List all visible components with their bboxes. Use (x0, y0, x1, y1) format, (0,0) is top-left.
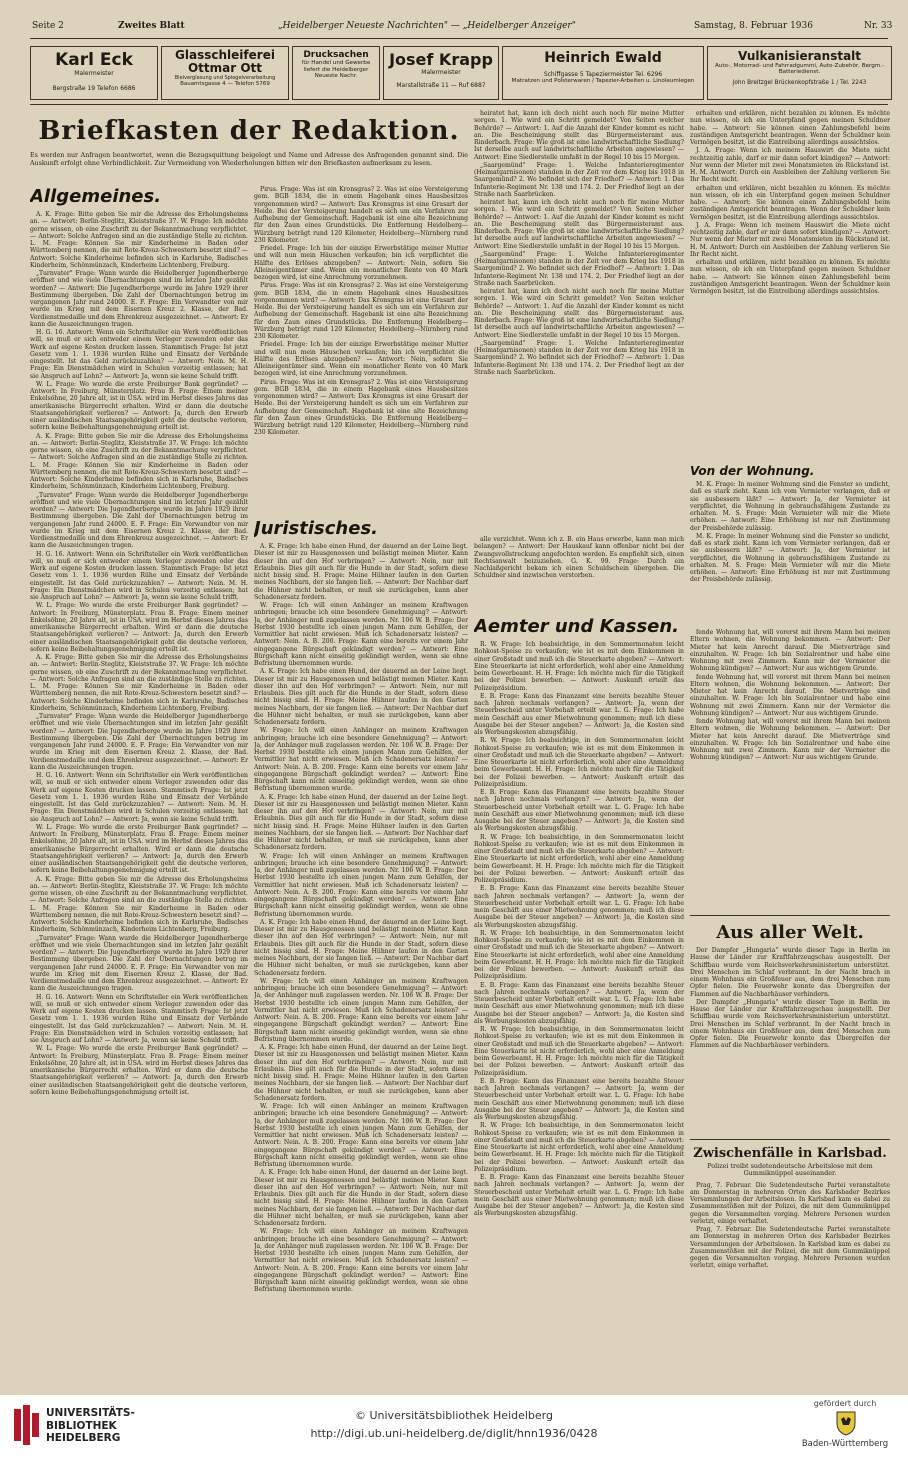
ads-rule (30, 104, 888, 105)
ad-drucksachen: Drucksachen für Handel und Gewerbe liefert die Heidelberger Neueste Nachr. (292, 46, 380, 100)
sheet-label: Zweites Blatt (118, 21, 185, 31)
state-emblem-icon (835, 1410, 857, 1436)
column-3-text-mid: alle verzichtet. Wenn ich z. B. ein Haus erwerbe, kann man mich belangen? — Antwort: Der Hauskauf kann offenbar nicht bei der Zwangsvollstreckung angefochten werden. Es empfiehlt sich, einen Rechtsanwalt beizuziehen. G. K. 99. Frage: Durch ein Nachlaßgericht bekam ich einen Schuldschein übergeben. Die Schuldner sind inzwischen verstorben. (474, 536, 684, 580)
column-2-text-bottom: A. K. Frage: Ich habe einen Hund, der dauernd an der Leine liegt. Dieser ist mir zu Hausgenossen und belästigt meinen Mieter. Kann dieser ihn auf den Hof verbringen? — Antwort: Nein, nur mit Erlaubnis. Dies gilt auch für die Hunde in der Stadt, sofern diese nicht bissig sind. H. Frage: Meine Hühner laufen in den Garten meines Nachbarn, der sie fangen ließ. — Antwort: Der Nachbar darf die Hühner nicht behalten, er muß sie zurückgeben, kann aber Schadenersatz fordern. W. Frage: Ich will einen Anhänger an meinem Kraftwagen anbringen; brauche ich eine besondere Genehmigung? — Antwort: Ja, der Anhänger muß zugelassen werden. Nr. 106 W. B. Frage: Der Herbst 1930 bestellte ich einen jungen Mann zum Gehilfen, der Vermittler hat nicht erwiesen. Muß ich Schadenersatz leisten? — Antwort: Nein. A. B. 200. Frage: Kann eine bereits vor einem Jahr eingegangene Bürgschaft gekündigt werden? — Antwort: Eine Bürgschaft kann nicht einseitig gekündigt werden, wenn sie ohne Befristung übernommen wurde. A. K. Frage: Ich habe einen Hund, der dauernd an der Leine liegt. Dieser ist mir zu Hausgenossen und belästigt meinen Mieter. Kann dieser ihn auf den Hof verbringen? — Antwort: Nein, nur mit Erlaubnis. Dies gilt auch für die Hunde in der Stadt, sofern diese nicht bissig sind. H. Frage: Meine Hühner laufen in den Garten meines Nachbarn, der sie fangen ließ. — Antwort: Der Nachbar darf die Hühner nicht behalten, er muß sie zurückgeben, kann aber Schadenersatz fordern. W. Frage: Ich will einen Anhänger an meinem Kraftwagen anbringen; brauche ich eine besondere Genehmigung? — Antwort: Ja, der Anhänger muß zugelassen werden. Nr. 106 W. B. Frage: Der Herbst 1930 bestellte ich einen jungen Mann zum Gehilfen, der Vermittler hat nicht erwiesen. Muß ich Schadenersatz leisten? — Antwort: Nein. A. B. 200. Frage: Kann eine bereits vor einem Jahr eingegangene Bürgschaft gekündigt werden? — Antwort: Eine Bürgschaft kann nicht einseitig gekündigt werden, wenn sie ohne Befristung übernommen wurde. A. K. Frage: Ich habe einen Hund, der dauernd an der Leine liegt. Dieser ist mir zu Hausgenossen und belästigt meinen Mieter. Kann dieser ihn auf den Hof verbringen? — Antwort: Nein, nur mit Erlaubnis. Dies gilt auch für die Hunde in der Stadt, sofern diese nicht bissig sind. H. Frage: Meine Hühner laufen in den Garten meines Nachbarn, der sie fangen ließ. — Antwort: Der Nachbar darf die Hühner nicht behalten, er muß sie zurückgeben, kann aber Schadenersatz fordern. W. Frage: Ich will einen Anhänger an meinem Kraftwagen anbringen; brauche ich eine besondere Genehmigung? — Antwort: Ja, der Anhänger muß zugelassen werden. Nr. 106 W. B. Frage: Der Herbst 1930 bestellte ich einen jungen Mann zum Gehilfen, der Vermittler hat nicht erwiesen. Muß ich Schadenersatz leisten? — Antwort: Nein. A. B. 200. Frage: Kann eine bereits vor einem Jahr eingegangene Bürgschaft gekündigt werden? — Antwort: Eine Bürgschaft kann nicht einseitig gekündigt werden, wenn sie ohne Befristung übernommen wurde. A. K. Frage: Ich habe einen Hund, der dauernd an der Leine liegt. Dieser ist mir zu Hausgenossen und belästigt meinen Mieter. Kann dieser ihn auf den Hof verbringen? — Antwort: Nein, nur mit Erlaubnis. Dies gilt auch für die Hunde in der Stadt, sofern diese nicht bissig sind. H. Frage: Meine Hühner laufen in den Garten meines Nachbarn, der sie fangen ließ. — Antwort: Der Nachbar darf die Hühner nicht behalten, er muß sie zurückgeben, kann aber Schadenersatz fordern. W. Frage: Ich will einen Anhänger an meinem Kraftwagen anbringen; brauche ich eine besondere Genehmigung? — Antwort: Ja, der Anhänger muß zugelassen werden. Nr. 106 W. B. Frage: Der Herbst 1930 bestellte ich einen jungen Mann zum Gehilfen, der Vermittler hat nicht erwiesen. Muß ich Schadenersatz leisten? — Antwort: Nein. A. B. 200. Frage: Kann eine bereits vor einem Jahr eingegangene Bürgschaft gekündigt werden? — Antwort: Eine Bürgschaft kann nicht einseitig gekündigt werden, wenn sie ohne Befristung übernommen wurde. A. K. Frage: Ich habe einen Hund, der dauernd an der Leine liegt. Dieser ist mir zu Hausgenossen und belästigt meinen Mieter. Kann dieser ihn auf den Hof verbringen? — Antwort: Nein, nur mit Erlaubnis. Dies gilt auch für die Hunde in der Stadt, sofern diese nicht bissig sind. H. Frage: Meine Hühner laufen in den Garten meines Nachbarn, der sie fangen ließ. — Antwort: Der Nachbar darf die Hühner nicht behalten, er muß sie zurückgeben, kann aber Schadenersatz fordern. W. Frage: Ich will einen Anhänger an meinem Kraftwagen anbringen; brauche ich eine besondere Genehmigung? — Antwort: Ja, der Anhänger muß zugelassen werden. Nr. 106 W. B. Frage: Der Herbst 1930 bestellte ich einen jungen Mann zum Gehilfen, der Vermittler hat nicht erwiesen. Muß ich Schadenersatz leisten? — Antwort: Nein. A. B. 200. Frage: Kann eine bereits vor einem Jahr eingegangene Bürgschaft gekündigt werden? — Antwort: Eine Bürgschaft kann nicht einseitig gekündigt werden, wenn sie ohne Befristung übernommen wurde. A. K. Frage: Ich habe einen Hund, der dauernd an der Leine liegt. Dieser ist mir zu Hausgenossen und belästigt meinen Mieter. Kann dieser ihn auf den Hof verbringen? — Antwort: Nein, nur mit Erlaubnis. Dies gilt auch für die Hunde in der Stadt, sofern diese nicht bissig sind. H. Frage: Meine Hühner laufen in den Garten meines Nachbarn, der sie fangen ließ. — Antwort: Der Nachbar darf die Hühner nicht behalten, er muß sie zurückgeben, kann aber Schadenersatz fordern. W. Frage: Ich will einen Anhänger an meinem Kraftwagen anbringen; brauche ich eine besondere Genehmigung? — Antwort: Ja, der Anhänger muß zugelassen werden. Nr. 106 W. B. Frage: Der Herbst 1930 bestellte ich einen jungen Mann zum Gehilfen, der Vermittler hat nicht erwiesen. Muß ich Schadenersatz leisten? — Antwort: Nein. A. B. 200. Frage: Kann eine bereits vor einem Jahr eingegangene Bürgschaft gekündigt werden? — Antwort: Eine Bürgschaft kann nicht einseitig gekündigt werden, wenn sie ohne Befristung übernommen wurde. (254, 543, 468, 1294)
section-karlsbad: Zwischenfälle in Karlsbad. (693, 1146, 887, 1161)
column-1-text: A. K. Frage: Bitte geben Sie mir die Adresse des Erholungsheims an. — Antwort: Berlin-Steglitz, Kleiststraße 37. W. Frage: Ich möchte gerne wissen, ob eine Zuschrift zu der Bekanntmachung verpflichtet. — Antwort: Solche Anfragen sind an die zuständige Stelle zu richten. L. M. Frage: Können Sie mir Kinderheime in Baden oder Württemberg nennen, die mit Rote-Kreuz-Schwestern besetzt sind? — Antwort: Solche Kinderheime befinden sich in Karlsruhe, Badisches Kinderheim, Schönmünzach, Kinderheim Lichtenberg, Freiburg. „Turnvater" Frage: Wann wurde die Heidelberger Jugendherberge eröffnet und wie viele Übernachtungen sind im letzten Jahr gezählt worden? — Antwort: Die Jugendherberge wurde im Jahre 1929 ihrer Bestimmung übergeben. Die Zahl der Übernachtungen betrug im vergangenen Jahr rund 24000. E. F. Frage: Ein Verwandter von mir wurde im Krieg mit dem Eisernen Kreuz 2. Klasse, der Bad. Verdienstmedaille und dem Ehrenkreuz ausgezeichnet. — Antwort: Er kann die Auszeichnungen tragen. H. G. 16. Antwort: Wenn ein Schriftsteller ein Werk veröffentlichen will, so muß er sich entweder einem Verleger zuwenden oder das Werk auf eigene Kosten drucken lassen. Stammtisch Frage: Ist jetzt Gesetz vom 1. 1. 1936 wurden Rühe und Einsatz der Verbände eingestellt. Ist das Geld zurückzuzahlen? — Antwort: Nein. M. H. Frage: Ein Dienstmädchen wird in Schulen vorzeitig entlassen; hat sie Anspruch auf Lohn? — Antwort: Ja, wenn sie keine Schuld trifft. W. L. Frage: Wo wurde die erste Freiburger Bank gegründet? — Antwort: In Freiburg, Münsterplatz. Frau B. Frage: Einem meiner Enkelsöhne, 20 Jahre alt, ist in USA. wird im Herbst dieses Jahres das amerikanische Bürgerrecht erhalten. Wird er dann die deutsche Staatsangehörigkeit verlieren? — Antwort: Ja, durch den Erwerb einer ausländischen Staatsangehörigkeit geht die deutsche verloren, sofern keine Beibehaltungsgenehmigung erteilt ist. A. K. Frage: Bitte geben Sie mir die Adresse des Erholungsheims an. — Antwort: Berlin-Steglitz, Kleiststraße 37. W. Frage: Ich möchte gerne wissen, ob eine Zuschrift zu der Bekanntmachung verpflichtet. — Antwort: Solche Anfragen sind an die zuständige Stelle zu richten. L. M. Frage: Können Sie mir Kinderheime in Baden oder Württemberg nennen, die mit Rote-Kreuz-Schwestern besetzt sind? — Antwort: Solche Kinderheime befinden sich in Karlsruhe, Badisches Kinderheim, Schönmünzach, Kinderheim Lichtenberg, Freiburg. „Turnvater" Frage: Wann wurde die Heidelberger Jugendherberge eröffnet und wie viele Übernachtungen sind im letzten Jahr gezählt worden? — Antwort: Die Jugendherberge wurde im Jahre 1929 ihrer Bestimmung übergeben. Die Zahl der Übernachtungen betrug im vergangenen Jahr rund 24000. E. F. Frage: Ein Verwandter von mir wurde im Krieg mit dem Eisernen Kreuz 2. Klasse, der Bad. Verdienstmedaille und dem Ehrenkreuz ausgezeichnet. — Antwort: Er kann die Auszeichnungen tragen. H. G. 16. Antwort: Wenn ein Schriftsteller ein Werk veröffentlichen will, so muß er sich entweder einem Verleger zuwenden oder das Werk auf eigene Kosten drucken lassen. Stammtisch Frage: Ist jetzt Gesetz vom 1. 1. 1936 wurden Rühe und Einsatz der Verbände eingestellt. Ist das Geld zurückzuzahlen? — Antwort: Nein. M. H. Frage: Ein Dienstmädchen wird in Schulen vorzeitig entlassen; hat sie Anspruch auf Lohn? — Antwort: Ja, wenn sie keine Schuld trifft. W. L. Frage: Wo wurde die erste Freiburger Bank gegründet? — Antwort: In Freiburg, Münsterplatz. Frau B. Frage: Einem meiner Enkelsöhne, 20 Jahre alt, ist in USA. wird im Herbst dieses Jahres das amerikanische Bürgerrecht erhalten. Wird er dann die deutsche Staatsangehörigkeit verlieren? — Antwort: Ja, durch den Erwerb einer ausländischen Staatsangehörigkeit geht die deutsche verloren, sofern keine Beibehaltungsgenehmigung erteilt ist. A. K. Frage: Bitte geben Sie mir die Adresse des Erholungsheims an. — Antwort: Berlin-Steglitz, Kleiststraße 37. W. Frage: Ich möchte gerne wissen, ob eine Zuschrift zu der Bekanntmachung verpflichtet. — Antwort: Solche Anfragen sind an die zuständige Stelle zu richten. L. M. Frage: Können Sie mir Kinderheime in Baden oder Württemberg nennen, die mit Rote-Kreuz-Schwestern besetzt sind? — Antwort: Solche Kinderheime befinden sich in Karlsruhe, Badisches Kinderheim, Schönmünzach, Kinderheim Lichtenberg, Freiburg. „Turnvater" Frage: Wann wurde die Heidelberger Jugendherberge eröffnet und wie viele Übernachtungen sind im letzten Jahr gezählt worden? — Antwort: Die Jugendherberge wurde im Jahre 1929 ihrer Bestimmung übergeben. Die Zahl der Übernachtungen betrug im vergangenen Jahr rund 24000. E. F. Frage: Ein Verwandter von mir wurde im Krieg mit dem Eisernen Kreuz 2. Klasse, der Bad. Verdienstmedaille und dem Ehrenkreuz ausgezeichnet. — Antwort: Er kann die Auszeichnungen tragen. H. G. 16. Antwort: Wenn ein Schriftsteller ein Werk veröffentlichen will, so muß er sich entweder einem Verleger zuwenden oder das Werk auf eigene Kosten drucken lassen. Stammtisch Frage: Ist jetzt Gesetz vom 1. 1. 1936 wurden Rühe und Einsatz der Verbände eingestellt. Ist das Geld zurückzuzahlen? — Antwort: Nein. M. H. Frage: Ein Dienstmädchen wird in Schulen vorzeitig entlassen; hat sie Anspruch auf Lohn? — Antwort: Ja, wenn sie keine Schuld trifft. W. L. Frage: Wo wurde die erste Freiburger Bank gegründet? — Antwort: In Freiburg, Münsterplatz. Frau B. Frage: Einem meiner Enkelsöhne, 20 Jahre alt, ist in USA. wird im Herbst dieses Jahres das amerikanische Bürgerrecht erhalten. Wird er dann die deutsche Staatsangehörigkeit verlieren? — Antwort: Ja, durch den Erwerb einer ausländischen Staatsangehörigkeit geht die deutsche verloren, sofern keine Beibehaltungsgenehmigung erteilt ist. A. K. Frage: Bitte geben Sie mir die Adresse des Erholungsheims an. — Antwort: Berlin-Steglitz, Kleiststraße 37. W. Frage: Ich möchte gerne wissen, ob eine Zuschrift zu der Bekanntmachung verpflichtet. — Antwort: Solche Anfragen sind an die zuständige Stelle zu richten. L. M. Frage: Können Sie mir Kinderheime in Baden oder Württemberg nennen, die mit Rote-Kreuz-Schwestern besetzt sind? — Antwort: Solche Kinderheime befinden sich in Karlsruhe, Badisches Kinderheim, Schönmünzach, Kinderheim Lichtenberg, Freiburg. „Turnvater" Frage: Wann wurde die Heidelberger Jugendherberge eröffnet und wie viele Übernachtungen sind im letzten Jahr gezählt worden? — Antwort: Die Jugendherberge wurde im Jahre 1929 ihrer Bestimmung übergeben. Die Zahl der Übernachtungen betrug im vergangenen Jahr rund 24000. E. F. Frage: Ein Verwandter von mir wurde im Krieg mit dem Eisernen Kreuz 2. Klasse, der Bad. Verdienstmedaille und dem Ehrenkreuz ausgezeichnet. — Antwort: Er kann die Auszeichnungen tragen. H. G. 16. Antwort: Wenn ein Schriftsteller ein Werk veröffentlichen will, so muß er sich entweder einem Verleger zuwenden oder das Werk auf eigene Kosten drucken lassen. Stammtisch Frage: Ist jetzt Gesetz vom 1. 1. 1936 wurden Rühe und Einsatz der Verbände eingestellt. Ist das Geld zurückzuzahlen? — Antwort: Nein. M. H. Frage: Ein Dienstmädchen wird in Schulen vorzeitig entlassen; hat sie Anspruch auf Lohn? — Antwort: Ja, wenn sie keine Schuld trifft. W. L. Frage: Wo wurde die erste Freiburger Bank gegründet? — Antwort: In Freiburg, Münsterplatz. Frau B. Frage: Einem meiner Enkelsöhne, 20 Jahre alt, ist in USA. wird im Herbst dieses Jahres das amerikanische Bürgerrecht erhalten. Wird er dann die deutsche Staatsangehörigkeit verlieren? — Antwort: Ja, durch den Erwerb einer ausländischen Staatsangehörigkeit geht die deutsche verloren, sofern keine Beibehaltungsgenehmigung erteilt ist. (30, 211, 248, 1096)
advertisement-strip (30, 46, 892, 102)
ad-josef-krapp: Josef Krapp Malermeister Marstallstraße 11 — Ruf 6887 (383, 46, 499, 100)
ad-vulkanisieranstalt: Vulkanisieranstalt Auto-, Motorrad- und Fahrradgummi, Auto-Zubehör, Bergm.-Batteriedienst. John Breitzgel Brückenkopfstraße 1 / Tel. 2243 (707, 46, 892, 100)
digitization-footer (0, 1395, 908, 1459)
section-legal: Juristisches. (254, 518, 379, 539)
section-offices: Aemter und Kassen. (474, 616, 680, 637)
funded-by: gefördert durch (813, 1399, 877, 1408)
ad-ottmar-ott: Glasschleiferei Ottmar Ott Bleiverglasung und Spiegelverarbeitung Bauamtsgasse 4 — Telefon 5769 (161, 46, 289, 100)
section-housing: Von der Wohnung. (690, 464, 815, 478)
section-world: Aus aller Welt. (716, 922, 864, 943)
ad-heinrich-ewald: Heinrich Ewald Schiffgasse 5 Tapeziermeister Tel. 6296 Matratzen und Polsterwaren / Tapezier-Arbeiten u. Linoleumlegen (502, 46, 704, 100)
section-general: Allgemeines. (30, 186, 162, 207)
header-rule (30, 38, 888, 39)
column-4-text-world: Der Dampfer „Hungaria" wurde dieser Tage in Berlin im Hause der Länder zur Kraftfahrzeugschau ausgestellt. Der Schiffbau wurde vom Reichsverkehrsministerium unterstützt. Drei Menschen im Schlaf verbrannt. In der Nacht brach in einem Wohnhaus ein Großfeuer aus, dem drei Menschen zum Opfer fielen. Die Feuerwehr konnte das Übergreifen der Flammen auf die Nachbarhäuser verhindern. Der Dampfer „Hungaria" wurde dieser Tage in Berlin im Hause der Länder zur Kraftfahrzeugschau ausgestellt. Der Schiffbau wurde vom Reichsverkehrsministerium unterstützt. Drei Menschen im Schlaf verbrannt. In der Nacht brach in einem Wohnhaus ein Großfeuer aus, dem drei Menschen zum Opfer fielen. Die Feuerwehr konnte das Übergreifen der Flammen auf die Nachbarhäuser verhindern. (690, 947, 890, 1050)
copyright-text: © Universitätsbibliothek Heidelberg (354, 1409, 553, 1422)
column-3-text-bottom: R. W. Frage: Ich beabsichtige, in den Sommermonaten leicht Rohkost-Speise zu verkaufen; wie ist es mit dem Einkommen in einer Großstadt und muß ich die Steuerkarte abgeben? — Antwort: Eine Steuerkarte ist nicht erforderlich, wohl aber eine Anmeldung beim Gewerbeamt. H. H. Frage: Ich möchte mich für die Tätigkeit bei der Polizei bewerben. — Antwort: Auskunft erteilt das Polizeipräsidium. E. B. Frage: Kann das Finanzamt eine bereits bezahlte Steuer nach Jahren nochmals verlangen? — Antwort: Ja, wenn der Steuerbescheid unter Vorbehalt erteilt war. L. G. Frage: Ich habe mein Geschäft aus einer Mietwohnung genommen; muß ich diese Ausgabe bei der Steuer angeben? — Antwort: Ja, die Kosten sind als Werbungskosten abzugsfähig. R. W. Frage: Ich beabsichtige, in den Sommermonaten leicht Rohkost-Speise zu verkaufen; wie ist es mit dem Einkommen in einer Großstadt und muß ich die Steuerkarte abgeben? — Antwort: Eine Steuerkarte ist nicht erforderlich, wohl aber eine Anmeldung beim Gewerbeamt. H. H. Frage: Ich möchte mich für die Tätigkeit bei der Polizei bewerben. — Antwort: Auskunft erteilt das Polizeipräsidium. E. B. Frage: Kann das Finanzamt eine bereits bezahlte Steuer nach Jahren nochmals verlangen? — Antwort: Ja, wenn der Steuerbescheid unter Vorbehalt erteilt war. L. G. Frage: Ich habe mein Geschäft aus einer Mietwohnung genommen; muß ich diese Ausgabe bei der Steuer angeben? — Antwort: Ja, die Kosten sind als Werbungskosten abzugsfähig. R. W. Frage: Ich beabsichtige, in den Sommermonaten leicht Rohkost-Speise zu verkaufen; wie ist es mit dem Einkommen in einer Großstadt und muß ich die Steuerkarte abgeben? — Antwort: Eine Steuerkarte ist nicht erforderlich, wohl aber eine Anmeldung beim Gewerbeamt. H. H. Frage: Ich möchte mich für die Tätigkeit bei der Polizei bewerben. — Antwort: Auskunft erteilt das Polizeipräsidium. E. B. Frage: Kann das Finanzamt eine bereits bezahlte Steuer nach Jahren nochmals verlangen? — Antwort: Ja, wenn der Steuerbescheid unter Vorbehalt erteilt war. L. G. Frage: Ich habe mein Geschäft aus einer Mietwohnung genommen; muß ich diese Ausgabe bei der Steuer angeben? — Antwort: Ja, die Kosten sind als Werbungskosten abzugsfähig. R. W. Frage: Ich beabsichtige, in den Sommermonaten leicht Rohkost-Speise zu verkaufen; wie ist es mit dem Einkommen in einer Großstadt und muß ich die Steuerkarte abgeben? — Antwort: Eine Steuerkarte ist nicht erforderlich, wohl aber eine Anmeldung beim Gewerbeamt. H. H. Frage: Ich möchte mich für die Tätigkeit bei der Polizei bewerben. — Antwort: Auskunft erteilt das Polizeipräsidium. E. B. Frage: Kann das Finanzamt eine bereits bezahlte Steuer nach Jahren nochmals verlangen? — Antwort: Ja, wenn der Steuerbescheid unter Vorbehalt erteilt war. L. G. Frage: Ich habe mein Geschäft aus einer Mietwohnung genommen; muß ich diese Ausgabe bei der Steuer angeben? — Antwort: Ja, die Kosten sind als Werbungskosten abzugsfähig. R. W. Frage: Ich beabsichtige, in den Sommermonaten leicht Rohkost-Speise zu verkaufen; wie ist es mit dem Einkommen in einer Großstadt und muß ich die Steuerkarte abgeben? — Antwort: Eine Steuerkarte ist nicht erforderlich, wohl aber eine Anmeldung beim Gewerbeamt. H. H. Frage: Ich möchte mich für die Tätigkeit bei der Polizei bewerben. — Antwort: Auskunft erteilt das Polizeipräsidium. E. B. Frage: Kann das Finanzamt eine bereits bezahlte Steuer nach Jahren nochmals verlangen? — Antwort: Ja, wenn der Steuerbescheid unter Vorbehalt erteilt war. L. G. Frage: Ich habe mein Geschäft aus einer Mietwohnung genommen; muß ich diese Ausgabe bei der Steuer angeben? — Antwort: Ja, die Kosten sind als Werbungskosten abzugsfähig. R. W. Frage: Ich beabsichtige, in den Sommermonaten leicht Rohkost-Speise zu verkaufen; wie ist es mit dem Einkommen in einer Großstadt und muß ich die Steuerkarte abgeben? — Antwort: Eine Steuerkarte ist nicht erforderlich, wohl aber eine Anmeldung beim Gewerbeamt. H. H. Frage: Ich möchte mich für die Tätigkeit bei der Polizei bewerben. — Antwort: Auskunft erteilt das Polizeipräsidium. E. B. Frage: Kann das Finanzamt eine bereits bezahlte Steuer nach Jahren nochmals verlangen? — Antwort: Ja, wenn der Steuerbescheid unter Vorbehalt erteilt war. L. G. Frage: Ich habe mein Geschäft aus einer Mietwohnung genommen; muß ich diese Ausgabe bei der Steuer angeben? — Antwort: Ja, die Kosten sind als Werbungskosten abzugsfähig. (474, 641, 684, 1218)
library-name: UNIVERSITÄTS- BIBLIOTHEK HEIDELBERG (46, 1407, 135, 1444)
column-2 (254, 186, 468, 1386)
column-1 (30, 186, 248, 1386)
column-4-text-mid: fende Wohnung hat, will vorerst mit ihrem Mann bei meinen Eltern wohnen, die Wohnung bekommen. — Antwort: Der Mieter hat kein Anrecht darauf. Die Mietverträge sind einzuhalten. W. Frage: Ich bin Sozialrentner und habe eine Wohnung mit zwei Zimmern. Kann mir der Vermieter die Wohnung kündigen? — Antwort: Nur aus wichtigem Grunde. fende Wohnung hat, will vorerst mit ihrem Mann bei meinen Eltern wohnen, die Wohnung bekommen. — Antwort: Der Mieter hat kein Anrecht darauf. Die Mietverträge sind einzuhalten. W. Frage: Ich bin Sozialrentner und habe eine Wohnung mit zwei Zimmern. Kann mir der Vermieter die Wohnung kündigen? — Antwort: Nur aus wichtigem Grunde. fende Wohnung hat, will vorerst mit ihrem Mann bei meinen Eltern wohnen, die Wohnung bekommen. — Antwort: Der Mieter hat kein Anrecht darauf. Die Mietverträge sind einzuhalten. W. Frage: Ich bin Sozialrentner und habe eine Wohnung mit zwei Zimmern. Kann mir der Vermieter die Wohnung kündigen? — Antwort: Nur aus wichtigem Grunde. (690, 629, 890, 762)
column-4-text-housing: M. K. Frage: In meiner Wohnung sind die Fenster so undicht, daß es stark zieht. Kann ich vom Vermieter verlangen, daß er sie ausbessern läßt? — Antwort: Ja, der Vermieter ist verpflichtet, die Wohnung in gebrauchsfähigem Zustande zu erhalten. M. S. Frage: Mein Vermieter will mir die Miete erhöhen. — Antwort: Eine Erhöhung ist nur mit Zustimmung der Preisbehörde zulässig. M. K. Frage: In meiner Wohnung sind die Fenster so undicht, daß es stark zieht. Kann ich vom Vermieter verlangen, daß er sie ausbessern läßt? — Antwort: Ja, der Vermieter ist verpflichtet, die Wohnung in gebrauchsfähigem Zustande zu erhalten. M. S. Frage: Mein Vermieter will mir die Miete erhöhen. — Antwort: Eine Erhöhung ist nur mit Zustimmung der Preisbehörde zulässig. (690, 481, 890, 584)
column-4-text-karlsbad: Prag, 7. Februar. Die Sudetendeutsche Partei veranstaltete am Donnerstag in mehreren Orten des Karlsbader Bezirkes Versammlungen der Arbeitslosen. In Karlsbad kam es dabei zu Zusammenstößen mit der Polizei, die mit dem Gummiknüppel gegen die Versammelten vorging. Mehrere Personen wurden verletzt, einige verhaftet. Prag, 7. Februar. Die Sudetendeutsche Partei veranstaltete am Donnerstag in mehreren Orten des Karlsbader Bezirkes Versammlungen der Arbeitslosen. In Karlsbad kam es dabei zu Zusammenstößen mit der Polizei, die mit dem Gummiknüppel gegen die Versammelten vorging. Mehrere Personen wurden verletzt, einige verhaftet. (690, 1181, 890, 1270)
intro-note: Es werden nur Anfragen beantwortet, wenn die Bezugsquittung beigelegt und Name und Adresse des Anfragenden genannt sind. Die Auskunft erfolgt ohne Verbindlichkeit. Zur Vermeidung von Wiederholungen bitten wir den Briefkasten aufmerksam zu lesen. (30, 152, 468, 167)
column-4-text-top: erhalten und erklären, nicht bezahlen zu können. Es möchte nun wissen, ob ich ein Unterpfand gegen meinen Schuldner habe. — Antwort: Sie können einen Zahlungsbefehl beim zuständigen Amtsgericht beantragen. Wenn der Schuldner kein Vermögen besitzt, ist die Eintreibung allerdings aussichtslos. J. A. Frage: Wenn ich meinem Hauswirt die Miete nicht rechtzeitig zahle, darf er mir dann sofort kündigen? — Antwort: Nur wenn der Mieter mit zwei Monatsmieten im Rückstand ist. H. M. Antwort: Durch ein Ausbleiben der Zahlung verlieren Sie Ihr Recht nicht. erhalten und erklären, nicht bezahlen zu können. Es möchte nun wissen, ob ich ein Unterpfand gegen meinen Schuldner habe. — Antwort: Sie können einen Zahlungsbefehl beim zuständigen Amtsgericht beantragen. Wenn der Schuldner kein Vermögen besitzt, ist die Eintreibung allerdings aussichtslos. J. A. Frage: Wenn ich meinem Hauswirt die Miete nicht rechtzeitig zahle, darf er mir dann sofort kündigen? — Antwort: Nur wenn der Mieter mit zwei Monatsmieten im Rückstand ist. H. M. Antwort: Durch ein Ausbleiben der Zahlung verlieren Sie Ihr Recht nicht. erhalten und erklären, nicht bezahlen zu können. Es möchte nun wissen, ob ich ein Unterpfand gegen meinen Schuldner habe. — Antwort: Sie können einen Zahlungsbefehl beim zuständigen Amtsgericht beantragen. Wenn der Schuldner kein Vermögen besitzt, ist die Eintreibung allerdings aussichtslos. (690, 110, 890, 295)
column-3 (474, 110, 684, 1386)
karlsbad-subhead: Polizei treibt sudetendeutsche Arbeitslose mit dem Gummiknüppel auseinander. (707, 1162, 873, 1178)
running-header (0, 21, 908, 35)
column-4 (690, 110, 890, 1386)
page-title: Briefkasten der Redaktion. (38, 116, 460, 146)
issue-date: Samstag, 8. Februar 1936 (694, 21, 813, 31)
state-name: Baden-Württemberg (801, 1439, 889, 1449)
title-block (30, 110, 468, 180)
column-2-text-top: Pirus. Frage: Was ist ein Kronsgras? 2. Was ist eine Versteigerung gem. BGB 1834, die in einem Hagebank eines Hausbesitzes vorgenommen wird? — Antwort: Das Kronsgras ist eine Grasart der Heide. Bei der Versteigerung handelt es sich um ein Verfahren zur Aufhebung der Gemeinschaft. Hagebank ist eine alte Bezeichnung für den Zaun eines Grundstücks. Die Entfernung Heidelberg—Würzburg beträgt rund 120 Kilometer, Heidelberg—Nürnberg rund 230 Kilometer. Friedel. Frage: Ich bin der einzige Erwerbstätige meiner Mutter und will nun mein Häuschen verkaufen; bin ich verpflichtet die Hälfte des Erlöses abzugeben? — Antwort: Nein, sofern Sie Alleineigentümer sind. Wenn ein monatlicher Rente von 40 Mark bezogen wird, ist eine Anrechnung vorzunehmen. Pirus. Frage: Was ist ein Kronsgras? 2. Was ist eine Versteigerung gem. BGB 1834, die in einem Hagebank eines Hausbesitzes vorgenommen wird? — Antwort: Das Kronsgras ist eine Grasart der Heide. Bei der Versteigerung handelt es sich um ein Verfahren zur Aufhebung der Gemeinschaft. Hagebank ist eine alte Bezeichnung für den Zaun eines Grundstücks. Die Entfernung Heidelberg—Würzburg beträgt rund 120 Kilometer, Heidelberg—Nürnberg rund 230 Kilometer. Friedel. Frage: Ich bin der einzige Erwerbstätige meiner Mutter und will nun mein Häuschen verkaufen; bin ich verpflichtet die Hälfte des Erlöses abzugeben? — Antwort: Nein, sofern Sie Alleineigentümer sind. Wenn ein monatlicher Rente von 40 Mark bezogen wird, ist eine Anrechnung vorzunehmen. Pirus. Frage: Was ist ein Kronsgras? 2. Was ist eine Versteigerung gem. BGB 1834, die in einem Hagebank eines Hausbesitzes vorgenommen wird? — Antwort: Das Kronsgras ist eine Grasart der Heide. Bei der Versteigerung handelt es sich um ein Verfahren zur Aufhebung der Gemeinschaft. Hagebank ist eine alte Bezeichnung für den Zaun eines Grundstücks. Die Entfernung Heidelberg—Würzburg beträgt rund 120 Kilometer, Heidelberg—Nürnberg rund 230 Kilometer. (254, 186, 468, 437)
page-label: Seite 2 (32, 21, 64, 31)
issue-number: Nr. 33 (864, 21, 893, 31)
column-3-text-top: heiratet hat, kann ich doch nicht auch noch für meine Mutter sorgen. 1. Wie wird ein Schritt gemeldet? Von Seiten welcher Behörde? — Antwort: 1. Auf die Anzahl der Kinder kommt es nicht an. Die Bescheinigung stellt das Bürgermeisteramt aus. Rinderbach. Frage: Wie groß ist eine landwirtschaftliche Siedlung? Ist derselbe auch auf landwirtschaftliche Arbeiten angewiesen? — Antwort: Eine Siedlerstelle umfaßt in der Regel 10 bis 15 Morgen. „Saargemünd" Frage: 1. Welche Infanterieregimenter (Heimatgarnisonen) standen in der Zeit vor dem Krieg bis 1918 in Saargemünd? 2. Wo befindet sich der Friedhof? — Antwort: 1. Das Infanterie-Regiment Nr. 138 und 174. 2. Der Friedhof liegt an der Straße nach Saarbrücken. heiratet hat, kann ich doch nicht auch noch für meine Mutter sorgen. 1. Wie wird ein Schritt gemeldet? Von Seiten welcher Behörde? — Antwort: 1. Auf die Anzahl der Kinder kommt es nicht an. Die Bescheinigung stellt das Bürgermeisteramt aus. Rinderbach. Frage: Wie groß ist eine landwirtschaftliche Siedlung? Ist derselbe auch auf landwirtschaftliche Arbeiten angewiesen? — Antwort: Eine Siedlerstelle umfaßt in der Regel 10 bis 15 Morgen. „Saargemünd" Frage: 1. Welche Infanterieregimenter (Heimatgarnisonen) standen in der Zeit vor dem Krieg bis 1918 in Saargemünd? 2. Wo befindet sich der Friedhof? — Antwort: 1. Das Infanterie-Regiment Nr. 138 und 174. 2. Der Friedhof liegt an der Straße nach Saarbrücken. heiratet hat, kann ich doch nicht auch noch für meine Mutter sorgen. 1. Wie wird ein Schritt gemeldet? Von Seiten welcher Behörde? — Antwort: 1. Auf die Anzahl der Kinder kommt es nicht an. Die Bescheinigung stellt das Bürgermeisteramt aus. Rinderbach. Frage: Wie groß ist eine landwirtschaftliche Siedlung? Ist derselbe auch auf landwirtschaftliche Arbeiten angewiesen? — Antwort: Eine Siedlerstelle umfaßt in der Regel 10 bis 15 Morgen. „Saargemünd" Frage: 1. Welche Infanterieregimenter (Heimatgarnisonen) standen in der Zeit vor dem Krieg bis 1918 in Saargemünd? 2. Wo befindet sich der Friedhof? — Antwort: 1. Das Infanterie-Regiment Nr. 138 und 174. 2. Der Friedhof liegt an der Straße nach Saarbrücken. (474, 110, 684, 376)
ad-karl-eck: Karl Eck Malermeister Bergstraße 19 Telefon 6686 (30, 46, 158, 100)
permalink[interactable]: http://digi.ub.uni-heidelberg.de/diglit/hnn1936/0428 (310, 1427, 598, 1440)
paper-name: „Heidelberger Neueste Nachrichten" — „Heidelberger Anzeiger" (278, 21, 576, 31)
